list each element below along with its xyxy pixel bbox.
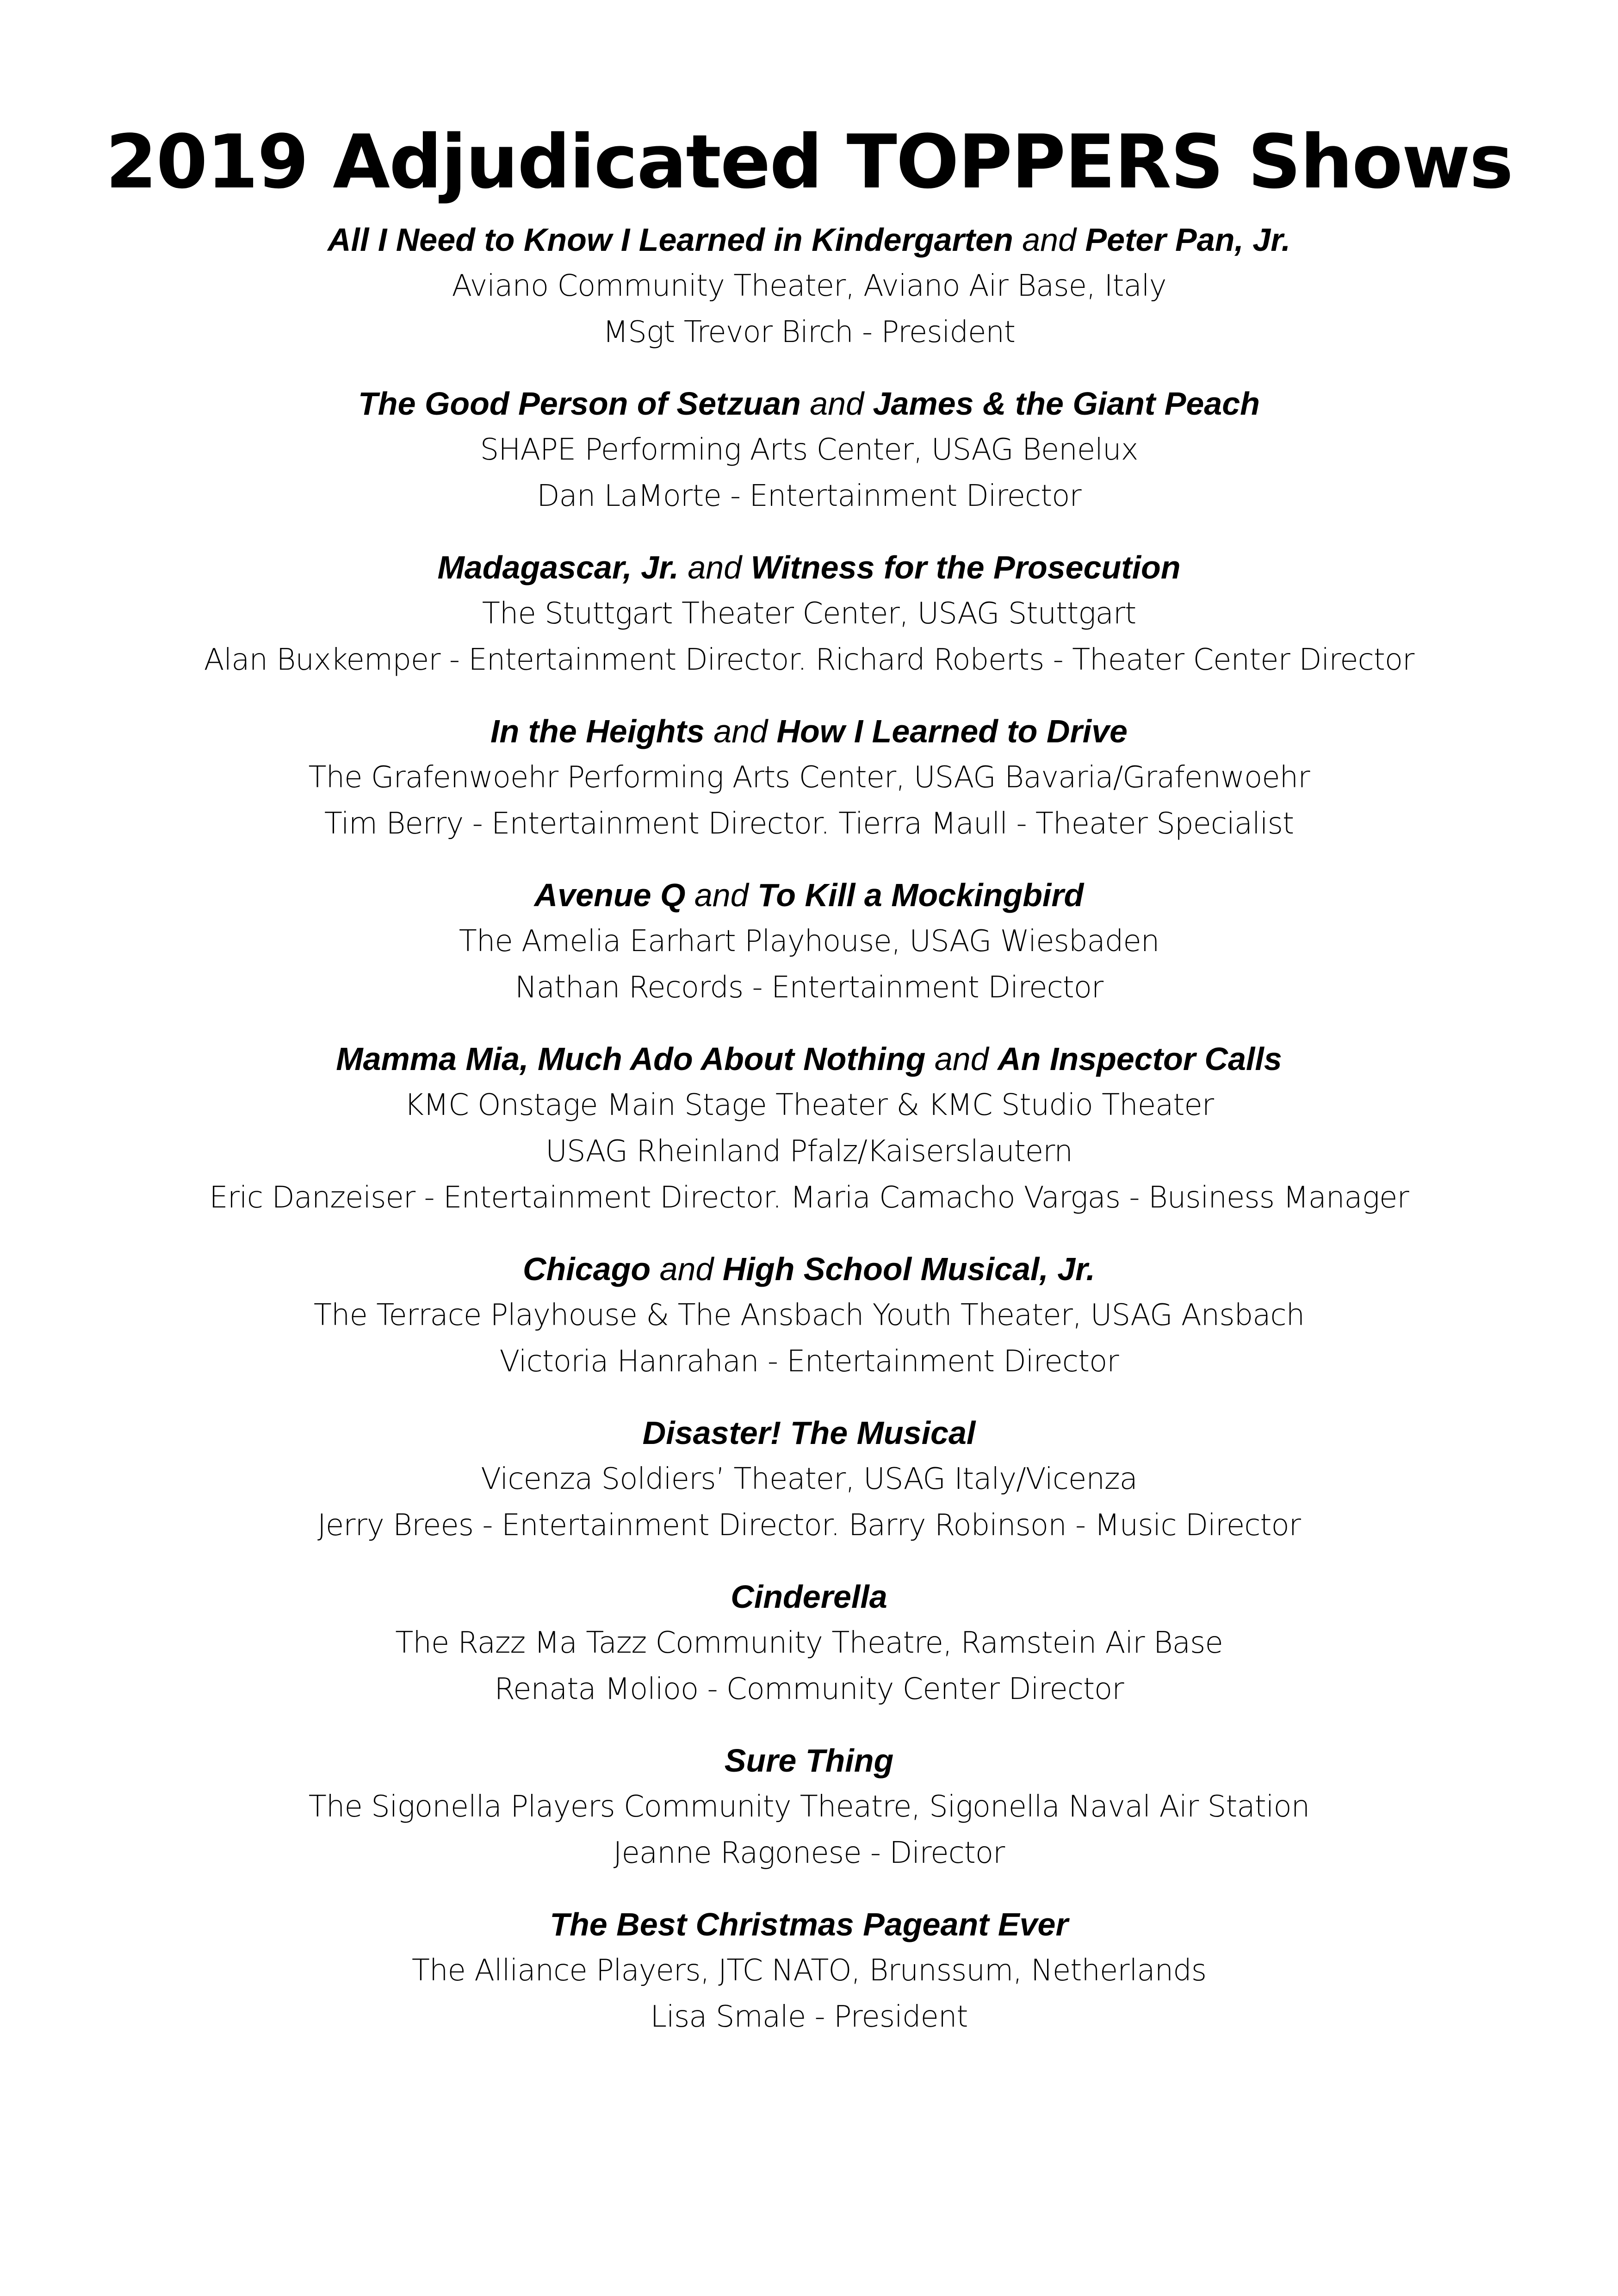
show-titles <box>0 217 1618 263</box>
show-title: An Inspector Calls <box>998 1041 1282 1077</box>
show-titles <box>0 380 1618 427</box>
show-contacts: Tim Berry - Entertainment Director. Tierra Maull - Theater Specialist <box>324 807 1294 841</box>
show-title: The Good Person of Setzuan <box>358 386 801 422</box>
show-title: In the Heights <box>490 713 705 749</box>
show-entry <box>0 1246 1618 1385</box>
show-title: Chicago <box>522 1251 651 1287</box>
show-venue: The Sigonella Players Community Theatre, Sigonella Naval Air Station <box>308 1790 1310 1824</box>
show-title: James & the Giant Peach <box>873 386 1260 422</box>
show-titles <box>0 1410 1618 1456</box>
show-venue: The Alliance Players, JTC NATO, Brunssum, Netherlands <box>411 1954 1207 1988</box>
show-title: Peter Pan, Jr. <box>1085 222 1291 258</box>
show-contacts: Eric Danzeiser - Entertainment Director. Maria Camacho Vargas - Business Manager <box>209 1181 1409 1215</box>
title-conjunction: and <box>685 877 758 913</box>
show-entry <box>0 1901 1618 2040</box>
show-title: All I Need to Know I Learned in Kindergarten <box>327 222 1013 258</box>
show-venue: USAG Rheinland Pfalz/Kaiserslautern <box>546 1134 1072 1169</box>
show-venue: KMC Onstage Main Stage Theater & KMC Studio Theater <box>404 1088 1214 1122</box>
show-entry <box>0 1574 1618 1712</box>
show-venue: The Terrace Playhouse & The Ansbach Youth Theater, USAG Ansbach <box>313 1298 1305 1332</box>
title-conjunction: and <box>800 386 873 422</box>
show-title: Witness for the Prosecution <box>750 549 1181 585</box>
show-titles <box>0 708 1618 754</box>
show-titles <box>0 872 1618 918</box>
show-entry <box>0 380 1618 519</box>
show-title: Madagascar, Jr. <box>437 549 679 585</box>
show-entry <box>0 1737 1618 1876</box>
show-entry <box>0 544 1618 683</box>
show-entry <box>0 708 1618 847</box>
show-titles <box>0 1036 1618 1082</box>
show-venue: The Razz Ma Tazz Community Theatre, Ramstein Air Base <box>395 1626 1223 1660</box>
show-contacts: MSgt Trevor Birch - President <box>603 315 1015 349</box>
show-titles <box>0 544 1618 591</box>
show-entry <box>0 872 1618 1011</box>
show-entry <box>0 1036 1618 1221</box>
show-venue: Vicenza Soldiers’ Theater, USAG Italy/Vicenza <box>481 1462 1137 1496</box>
page-title: 2019 Adjudicated TOPPERS Shows <box>105 118 1513 205</box>
show-titles <box>0 1737 1618 1784</box>
title-conjunction: and <box>678 549 751 585</box>
show-title: How I Learned to Drive <box>776 713 1128 749</box>
show-title: To Kill a Mockingbird <box>757 877 1084 913</box>
show-venue: Aviano Community Theater, Aviano Air Base, Italy <box>452 269 1166 303</box>
show-list <box>0 217 1618 2040</box>
title-conjunction: and <box>925 1041 998 1077</box>
show-venue: The Amelia Earhart Playhouse, USAG Wiesbaden <box>459 924 1159 958</box>
show-venue: The Stuttgart Theater Center, USAG Stuttgart <box>482 597 1136 631</box>
show-contacts: Victoria Hanrahan - Entertainment Director <box>499 1344 1119 1379</box>
show-contacts: Jeanne Ragonese - Director <box>613 1836 1005 1870</box>
show-contacts: Renata Molioo - Community Center Director <box>494 1672 1124 1706</box>
title-conjunction: and <box>1013 222 1085 258</box>
show-title: Mamma Mia, Much Ado About Nothing <box>336 1041 926 1077</box>
show-title: The Best Christmas Pageant Ever <box>550 1906 1068 1942</box>
title-conjunction: and <box>651 1251 723 1287</box>
show-venue: The Grafenwoehr Performing Arts Center, USAG Bavaria/Grafenwoehr <box>308 760 1310 795</box>
show-contacts: Alan Buxkemper - Entertainment Director. Richard Roberts - Theater Center Director <box>204 643 1414 677</box>
show-title: Cinderella <box>731 1579 887 1615</box>
title-conjunction: and <box>704 713 777 749</box>
show-title: Sure Thing <box>724 1742 894 1779</box>
show-contacts: Nathan Records - Entertainment Director <box>515 971 1103 1005</box>
show-entry <box>0 1410 1618 1549</box>
show-titles <box>0 1574 1618 1620</box>
show-title: High School Musical, Jr. <box>722 1251 1095 1287</box>
show-contacts: Dan LaMorte - Entertainment Director <box>537 479 1081 513</box>
show-entry <box>0 217 1618 355</box>
show-title: Avenue Q <box>534 877 686 913</box>
show-title: Disaster! The Musical <box>642 1415 976 1451</box>
show-contacts: Jerry Brees - Entertainment Director. Barry Robinson - Music Director <box>317 1508 1301 1543</box>
show-contacts: Lisa Smale - President <box>650 2000 968 2034</box>
show-titles <box>0 1901 1618 1948</box>
show-venue: SHAPE Performing Arts Center, USAG Benelux <box>480 433 1138 467</box>
show-titles <box>0 1246 1618 1292</box>
